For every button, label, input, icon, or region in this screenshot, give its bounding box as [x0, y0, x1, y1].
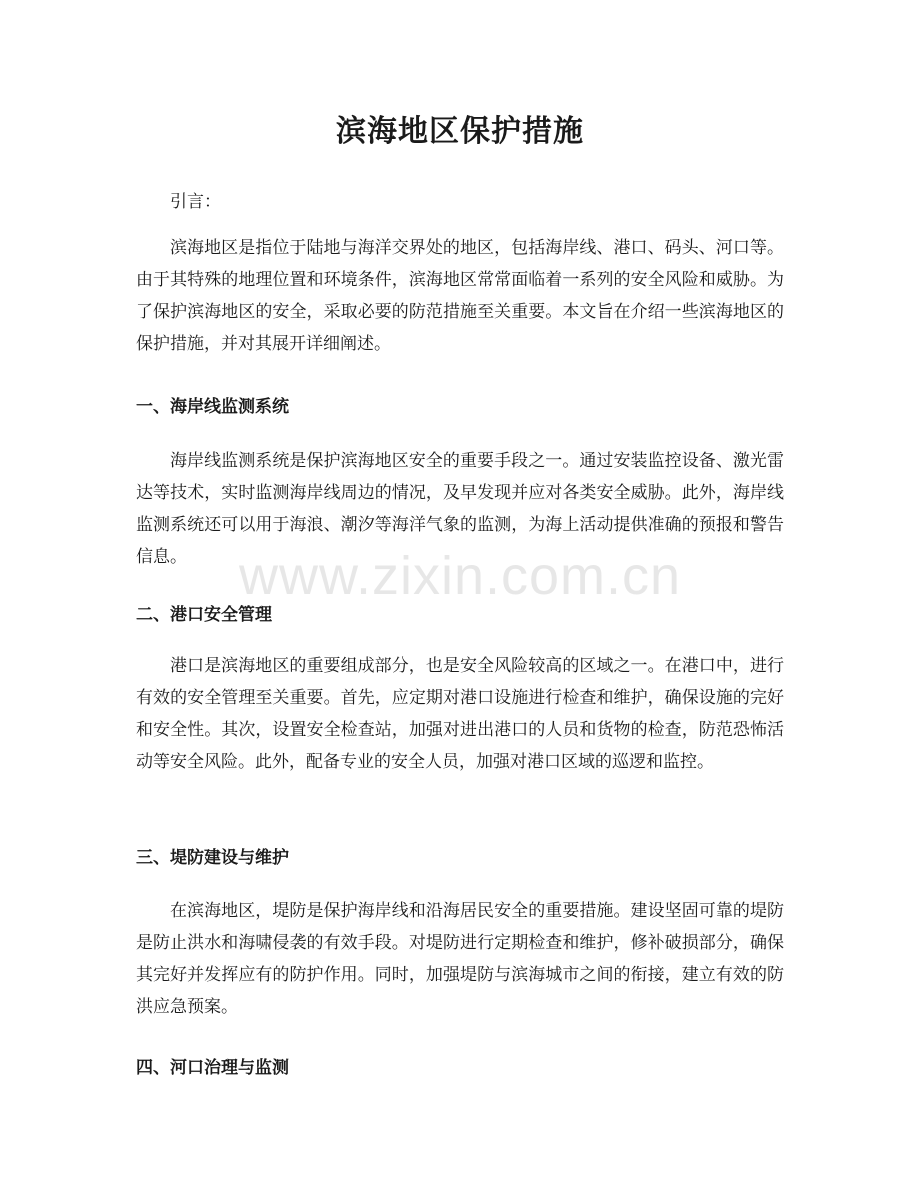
section-paragraph-2: 港口是滨海地区的重要组成部分，也是安全风险较高的区域之一。在港口中，进行有效的安全管理至关重要。首先，应定期对港口设施进行检查和维护，确保设施的完好和安全性。其次，设置安全检查站，加强对进出港口的人员和货物的检查，防范恐怖活动等安全风险。此外，配备专业的安全人员，加强对港口区域的巡逻和监控。 — [136, 656, 784, 772]
section-paragraph-3: 在滨海地区，堤防是保护海岸线和沿海居民安全的重要措施。建设坚固可靠的堤防是防止洪水和海啸侵袭的有效手段。对堤防进行定期检查和维护，修补破损部分，确保其完好并发挥应有的防护作用。同时，加强堤防与滨海城市之间的衔接，建立有效的防洪应急预案。 — [136, 901, 784, 1017]
intro-paragraph: 滨海地区是指位于陆地与海洋交界处的地区，包括海岸线、港口、码头、河口等。由于其特殊的地理位置和环境条件，滨海地区常常面临着一系列的安全风险和威胁。为了保护滨海地区的安全，采取必要的防范措施至关重要。本文旨在介绍一些滨海地区的保护措施，并对其展开详细阐述。 — [136, 238, 784, 354]
section-heading-2: 二、港口安全管理 — [136, 605, 272, 625]
section-heading-4: 四、河口治理与监测 — [136, 1058, 289, 1078]
watermark: www.zixin.com.cn — [238, 546, 682, 606]
section-heading-3: 三、堤防建设与维护 — [136, 848, 289, 868]
intro-label: 引言： — [170, 192, 221, 212]
document-title: 滨海地区保护措施 — [336, 114, 584, 149]
section-heading-1: 一、海岸线监测系统 — [136, 397, 289, 417]
section-paragraph-1: 海岸线监测系统是保护滨海地区安全的重要手段之一。通过安装监控设备、激光雷达等技术，实时监测海岸线周边的情况，及早发现并应对各类安全威胁。此外，海岸线监测系统还可以用于海浪、潮汐等海洋气象的监测，为海上活动提供准确的预报和警告信息。 — [136, 451, 784, 567]
